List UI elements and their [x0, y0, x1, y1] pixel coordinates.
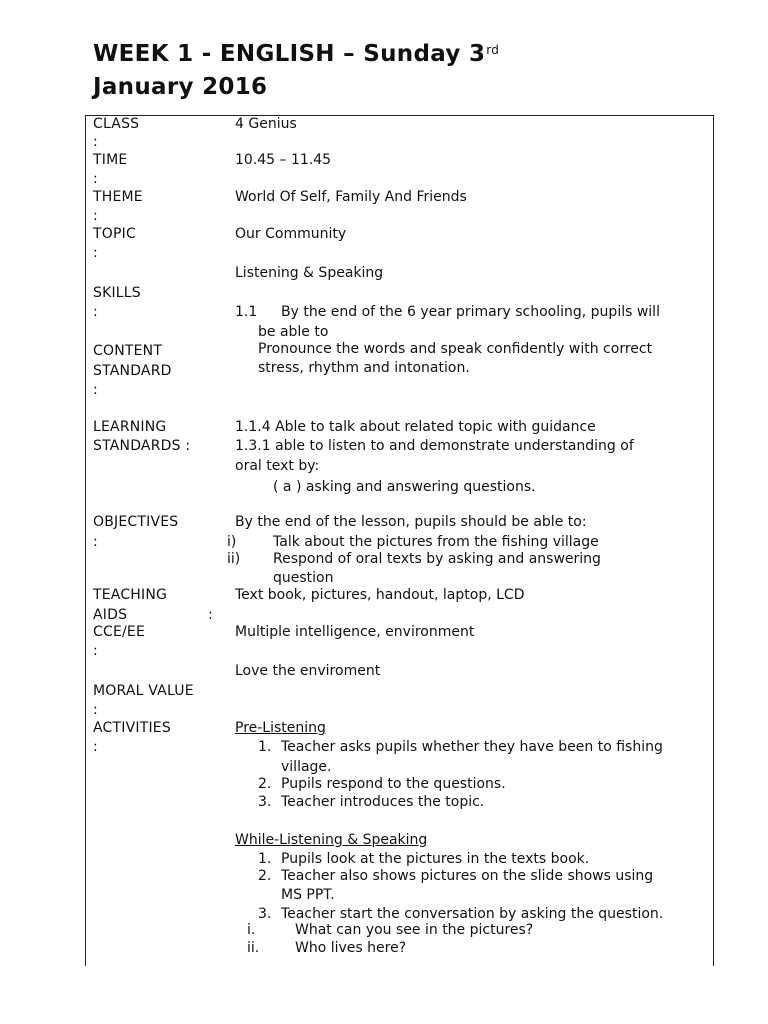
activity-marker: 2. — [258, 868, 272, 884]
activities-pre-heading: Pre-Listening — [235, 720, 326, 736]
label-colon: : — [208, 607, 213, 623]
value-teaching-aids: Text book, pictures, handout, laptop, LCD — [235, 587, 525, 603]
activity-marker: 1. — [258, 851, 272, 867]
value-theme: World Of Self, Family And Friends — [235, 189, 467, 205]
value-cce-ee: Multiple intelligence, environment — [235, 624, 475, 640]
label-colon: : — [93, 245, 98, 261]
activity-text: village. — [281, 759, 332, 775]
objective-marker: i) — [227, 534, 237, 550]
question-text: What can you see in the pictures? — [295, 922, 534, 938]
learning-standard-item: oral text by: — [235, 458, 320, 474]
activity-text: Pupils look at the pictures in the texts book. — [281, 851, 590, 867]
label-activities: ACTIVITIES — [93, 720, 171, 736]
title-line-1: WEEK 1 - ENGLISH – Sunday 3 — [93, 41, 486, 67]
label-content-standard-2: STANDARD — [93, 363, 172, 379]
label-skills: SKILLS — [93, 285, 141, 301]
title-line-2: January 2016 — [93, 74, 268, 100]
content-standard-text: stress, rhythm and intonation. — [258, 360, 470, 376]
label-theme: THEME — [93, 189, 143, 205]
label-class: CLASS — [93, 116, 140, 132]
label-colon: : — [93, 208, 98, 224]
label-cce-ee: CCE/EE — [93, 624, 146, 640]
learning-standard-item: 1.3.1 able to listen to and demonstrate understanding of — [235, 438, 634, 454]
label-learning-standards-2: STANDARDS : — [93, 438, 191, 454]
label-colon: : — [93, 702, 98, 718]
label-colon: : — [93, 382, 98, 398]
label-colon: : — [93, 739, 98, 755]
label-colon: : — [93, 643, 98, 659]
objective-text: Respond of oral texts by asking and answering — [273, 551, 601, 567]
label-colon: : — [93, 304, 98, 320]
label-teaching-aids-2: AIDS — [93, 607, 128, 623]
value-skills: Listening & Speaking — [235, 265, 384, 281]
content-standard-text: Pronounce the words and speak confidently with correct — [258, 341, 653, 357]
value-topic: Our Community — [235, 226, 347, 242]
objectives-intro: By the end of the lesson, pupils should be able to: — [235, 514, 587, 530]
value-moral-value: Love the enviroment — [235, 663, 381, 679]
question-text: Who lives here? — [295, 940, 407, 956]
content-standard-text: be able to — [258, 324, 329, 340]
activity-marker: 3. — [258, 906, 272, 922]
label-topic: TOPIC — [93, 226, 136, 242]
label-teaching-aids: TEACHING — [93, 587, 168, 603]
objective-marker: ii) — [227, 551, 241, 567]
label-colon: : — [93, 534, 98, 550]
question-marker: i. — [247, 922, 256, 938]
content-standard-number: 1.1 — [235, 304, 258, 320]
learning-standard-subitem: ( a ) asking and answering questions. — [273, 479, 536, 495]
label-learning-standards: LEARNING — [93, 419, 167, 435]
content-standard-text: By the end of the 6 year primary schooling, pupils will — [281, 304, 660, 320]
label-content-standard: CONTENT — [93, 343, 163, 359]
value-time: 10.45 – 11.45 — [235, 152, 332, 168]
activity-text: Teacher also shows pictures on the slide shows using — [281, 868, 654, 884]
activities-while-heading: While-Listening & Speaking — [235, 832, 428, 848]
label-time: TIME — [93, 152, 128, 168]
activity-text: MS PPT. — [281, 887, 335, 903]
objective-text: question — [273, 570, 334, 586]
activity-text: Teacher introduces the topic. — [281, 794, 485, 810]
activity-marker: 1. — [258, 739, 272, 755]
value-class: 4 Genius — [235, 116, 297, 132]
title-ordinal-suffix: rd — [486, 43, 500, 57]
learning-standard-item: 1.1.4 Able to talk about related topic with guidance — [235, 419, 596, 435]
activity-text: Teacher asks pupils whether they have been to fishing — [281, 739, 663, 755]
label-colon: : — [93, 134, 98, 150]
activity-text: Teacher start the conversation by asking the question. — [281, 906, 664, 922]
question-marker: ii. — [247, 940, 260, 956]
activity-marker: 2. — [258, 776, 272, 792]
activity-marker: 3. — [258, 794, 272, 810]
activity-text: Pupils respond to the questions. — [281, 776, 506, 792]
label-moral-value: MORAL VALUE — [93, 683, 194, 699]
objective-text: Talk about the pictures from the fishing village — [273, 534, 599, 550]
page-title — [93, 38, 733, 104]
label-objectives: OBJECTIVES — [93, 514, 179, 530]
label-colon: : — [93, 171, 98, 187]
